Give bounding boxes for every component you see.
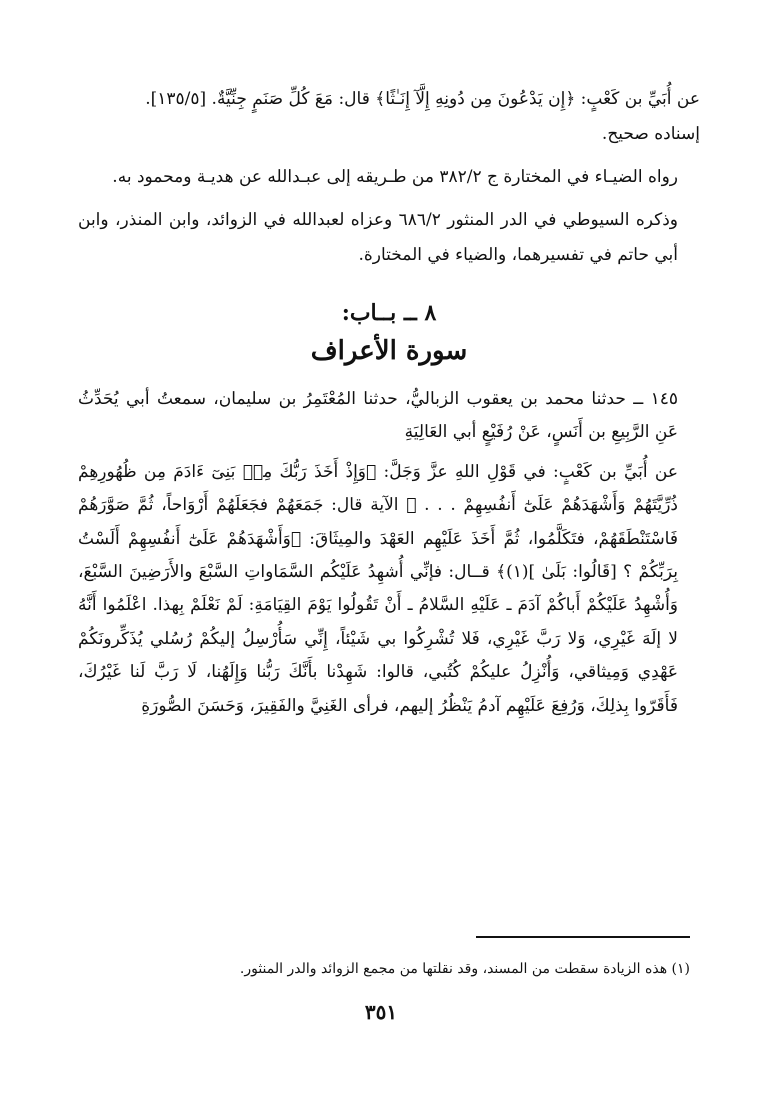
chapter-title: سورة الأعراف xyxy=(310,336,468,366)
footnote: (١) هذه الزيادة سقطت من المسند، وقد نقلتها من مجمع الزوائد والدر المنثور. xyxy=(239,961,690,977)
footnote-divider xyxy=(476,936,690,938)
hadith-chain: ١٤٥ ــ حدثنا محمد بن يعقوب الزباليُّ، حدثنا المُعْتَمِرُ بن سليمان، سمعتُ أبي يُحَدِّثُ عَنِ الرَّبِيعِ بن أَنَسٍ، عَنْ رُفَيْعٍ أبي العَالِيَةِ xyxy=(78,389,678,443)
isnad-grade: إسناده صحيح. xyxy=(601,124,700,144)
takhrij-note-2: وذكره السيوطي في الدر المنثور ٦٨٦/٢ وعزاه لعبدالله في الزوائد، وابن المنذر، وابن أبي حاتم في تفسيرهما، والضياء في المختارة. xyxy=(78,210,678,265)
page-body xyxy=(78,82,700,723)
chapter-number: ٨ ــ بــاب: xyxy=(341,300,437,326)
page-number: ٣٥١ xyxy=(364,1000,398,1024)
takhrij-note-1: رواه الضيـاء في المختارة ج ٣٨٢/٢ من طـريقه إلى عبـدالله عن هديـة ومحمود به. xyxy=(112,167,678,187)
hadith-text: عن أُبَيِّ بن كَعْبٍ: في قَوْلِ اللهِ عزَّ وَجَلَّ: ﴿وَإِذْ أَخَذَ رَبُّكَ مِنۢ بَنِىٓ ءَادَمَ مِن ظُهُورِهِمْ ذُرِّيَّتَهُمْ وَأَشْهَدَهُمْ عَلَىٰٓ أَنفُسِهِمْ . . . ﴾ الآية قال: جَمَعَهُمْ فجَعَلَهُمْ أَرْوَاحاً، ثُمَّ صَوَّرَهُمْ فَاسْتَنْطَقَهُمْ، فتَكَلَّمُوا، ثُمَّ أَخَذَ عَلَيْهِم العَهْدَ والمِيثَاقَ: ﴿وَأَشْهَدَهُمْ عَلَىٰٓ أَنفُسِهِمْ أَلَسْتُ بِرَبِّكُمْ ؟ [قَالُوا: بَلَىٰ ](١)﴾ قــال: فإنِّي أُشهِدُ عَلَيْكُم السَّمَاواتِ السَّبْعَ والأَرَضِينَ السَّبْعَ، وَأُشْهِدُ عَلَيْكُمْ أَباكُمْ آدَمَ ـ عَلَيْهِ السَّلامُ ـ أَنْ تَقُولُوا يَوْمَ القِيَامَةِ: لَمْ نَعْلَمْ بِهذا. اعْلَمُوا أَنَّهُ لا إلَهَ غَيْرِي، وَلا رَبَّ غَيْرِي، فَلا تُشْرِكُوا بي شَيْئاً، إِنِّي سَأُرْسِلُ إليكُمْ رُسُلي يُذَكِّرونَكُمْ عَهْدِي وَمِيثاقي، وَأُنْزِلُ عليكُمْ كُتُبي، قالوا: شَهِدْنا بأَنَّكَ رَبُّنا وَإِلَهُنا، لَا رَبَّ لَنا غَيْرُكَ، فَأَقَرّوا بِذلِكَ، وَرُفِعَ عَلَيْهِم آدمُ يَنْظُرُ إليهم، فرأى الغَنِيَّ والفَقِيرَ، وَحَسَنَ الصُّورَةِ xyxy=(78,461,678,716)
previous-hadith-end: عن أُبَيِّ بن كَعْبٍ: ﴿إِن يَدْعُونَ مِن دُونِهِ إِلَّآ إِنَـٰثًا﴾ قال: مَعَ كُلِّ صَنَمٍ جِنِّيَّةٌ. [١٣٥/٥]. xyxy=(145,89,700,109)
